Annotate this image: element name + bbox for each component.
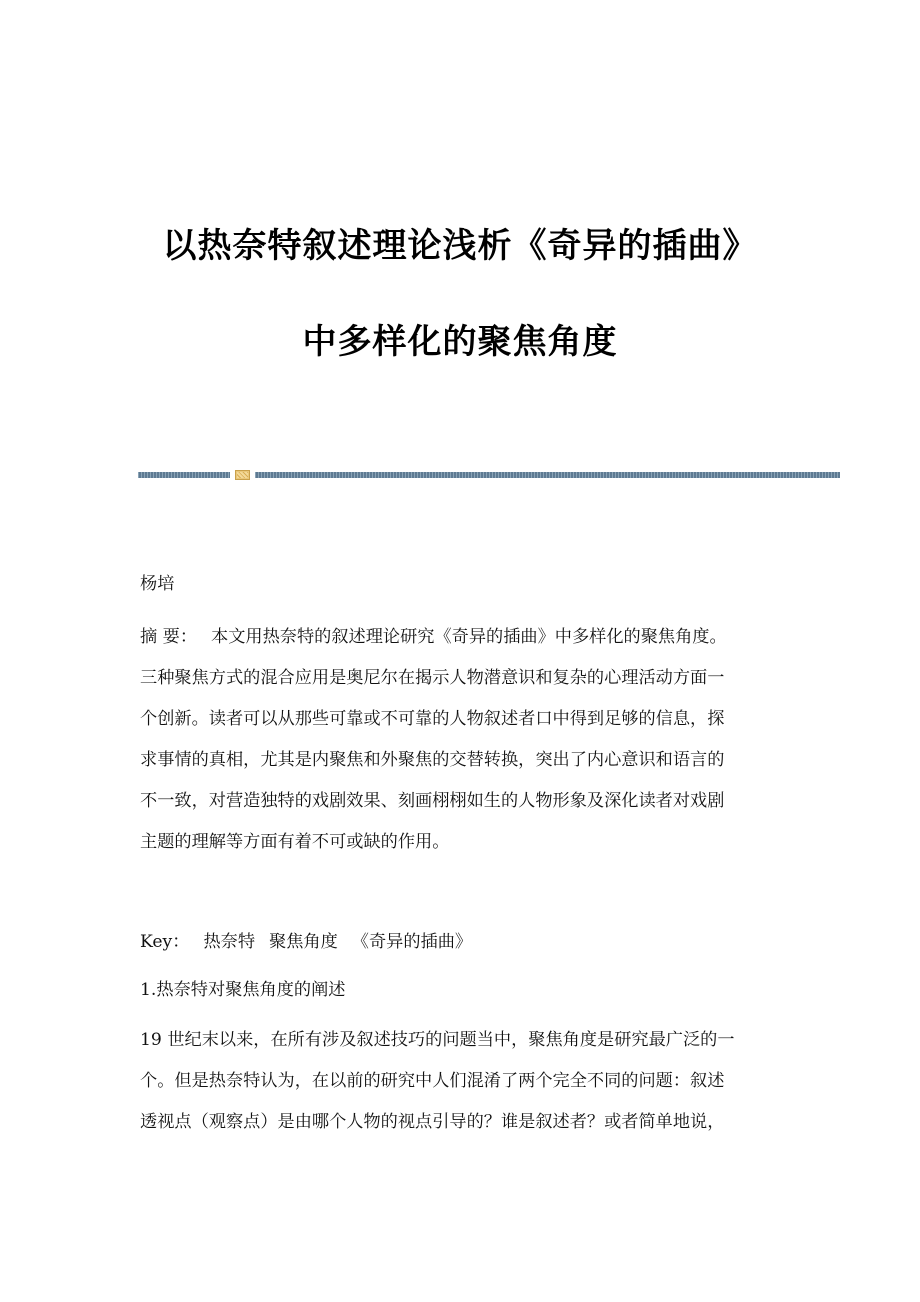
- divider-bar-left: [138, 472, 230, 478]
- abstract-text: 本文用热奈特的叙述理论研究《奇异的插曲》中多样化的聚焦角度。: [211, 627, 727, 647]
- keyword-item: 聚焦角度: [269, 932, 338, 952]
- body-line: 个。但是热奈特认为，在以前的研究中人们混淆了两个完全不同的问题：叙述: [140, 1071, 725, 1091]
- abstract-paragraph: [140, 617, 780, 863]
- author-name: 杨培: [140, 574, 175, 594]
- keywords-label: Key：: [140, 932, 190, 952]
- document-title-line-1: 以热奈特叙述理论浅析《奇异的插曲》: [162, 226, 758, 266]
- body-line: 19 世纪末以来，在所有涉及叙述技巧的问题当中，聚焦角度是研究最广泛的一: [140, 1030, 735, 1050]
- section-body: [140, 1020, 780, 1143]
- abstract-line: [140, 617, 780, 658]
- keyword-item: 热奈特: [203, 932, 256, 952]
- document-title-line-2: 中多样化的聚焦角度: [302, 322, 618, 362]
- keyword-item: 《奇异的插曲》: [351, 932, 473, 952]
- divider-bar-right: [255, 472, 840, 478]
- abstract-line: 三种聚焦方式的混合应用是奥尼尔在揭示人物潜意识和复杂的心理活动方面一: [140, 668, 725, 688]
- section-heading: 1.热奈特对聚焦角度的阐述: [140, 980, 346, 1000]
- title-divider: [138, 470, 840, 480]
- keywords-line: [140, 922, 780, 963]
- divider-ornament-icon: [235, 470, 250, 480]
- abstract-line: 不一致，对营造独特的戏剧效果、刻画栩栩如生的人物形象及深化读者对戏剧: [140, 791, 725, 811]
- abstract-label: 摘 要：: [140, 627, 198, 647]
- abstract-line: 求事情的真相，尤其是内聚焦和外聚焦的交替转换，突出了内心意识和语言的: [140, 750, 725, 770]
- abstract-line: 个创新。读者可以从那些可靠或不可靠的人物叙述者口中得到足够的信息，探: [140, 709, 725, 729]
- body-line: 透视点（观察点）是由哪个人物的视点引导的？谁是叙述者？或者简单地说，: [140, 1112, 725, 1132]
- abstract-line: 主题的理解等方面有着不可或缺的作用。: [140, 832, 450, 852]
